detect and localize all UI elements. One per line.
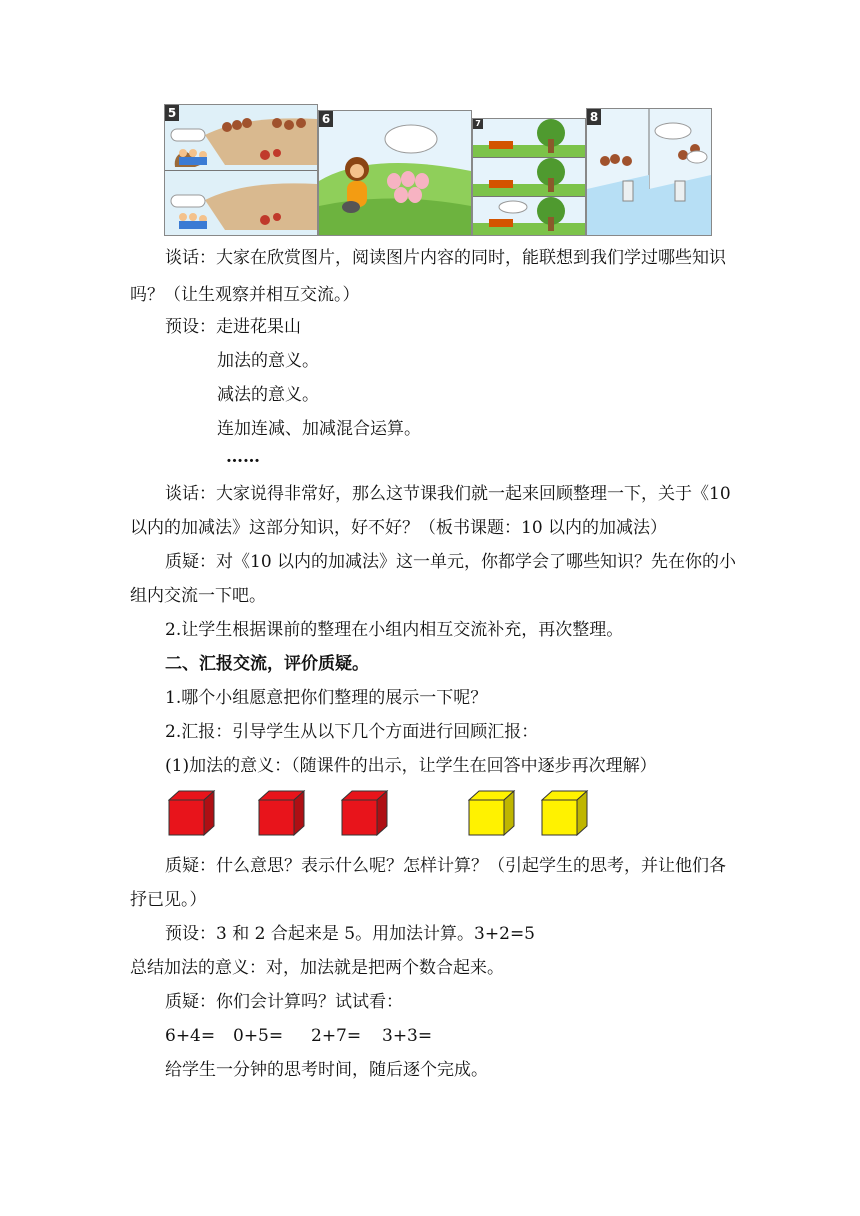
comic-panel-7 bbox=[472, 118, 586, 236]
equation: 6+4= bbox=[165, 1026, 216, 1046]
equation: 3+3= bbox=[382, 1026, 433, 1046]
comic-illustration-7 bbox=[473, 119, 585, 235]
red-cube bbox=[168, 790, 216, 836]
red-cube bbox=[341, 790, 389, 836]
paragraph-line: 质疑：对《10 以内的加减法》这一单元，你都学会了哪些知识？先在你的小 bbox=[165, 552, 737, 572]
panel-number-6: 6 bbox=[319, 111, 333, 127]
preset-item: 减法的意义。 bbox=[217, 385, 319, 405]
preset-line: 预设：走进花果山 bbox=[165, 317, 301, 337]
paragraph-line: 预设：3 和 2 合起来是 5。用加法计算。3+2=5 bbox=[165, 924, 535, 944]
paragraph-line: 吗？（让生观察并相互交流。） bbox=[130, 285, 360, 305]
preset-item: 连加连减、加减混合运算。 bbox=[217, 419, 421, 439]
red-cube bbox=[258, 790, 306, 836]
paragraph-line: 2.汇报：引导学生从以下几个方面进行回顾汇报： bbox=[165, 722, 539, 742]
comic-illustration-8 bbox=[587, 109, 711, 235]
paragraph-line: 谈话：大家说得非常好，那么这节课我们就一起来回顾整理一下，关于《10 bbox=[165, 484, 731, 504]
paragraph-line: 2.让学生根据课前的整理在小组内相互交流补充，再次整理。 bbox=[165, 620, 624, 640]
preset-item: 加法的意义。 bbox=[217, 351, 319, 371]
panel-number-7: 7 bbox=[473, 119, 483, 129]
yellow-cube bbox=[468, 790, 516, 836]
panel-number-8: 8 bbox=[587, 109, 601, 125]
comic-illustration-5 bbox=[165, 105, 317, 235]
paragraph-line: 抒已见。） bbox=[130, 890, 207, 910]
panel-number-5: 5 bbox=[165, 105, 179, 121]
comic-illustration-6 bbox=[319, 111, 471, 235]
ellipsis: …… bbox=[226, 447, 260, 467]
paragraph-line: 以内的加减法》这部分知识，好不好？（板书课题：10 以内的加减法） bbox=[130, 518, 668, 538]
equation: 2+7= bbox=[311, 1026, 362, 1046]
paragraph-line: (1)加法的意义：（随课件的出示，让学生在回答中逐步再次理解） bbox=[165, 756, 657, 776]
comic-panel-6 bbox=[318, 110, 472, 236]
paragraph-line: 质疑：什么意思？表示什么呢？怎样计算？（引起学生的思考，并让他们各 bbox=[165, 856, 726, 876]
paragraph-line: 总结加法的意义：对，加法就是把两个数合起来。 bbox=[130, 958, 504, 978]
paragraph-line: 组内交流一下吧。 bbox=[130, 586, 266, 606]
comic-panel-8 bbox=[586, 108, 712, 236]
equation: 0+5= bbox=[233, 1026, 284, 1046]
paragraph-line: 谈话：大家在欣赏图片，阅读图片内容的同时，能联想到我们学过哪些知识 bbox=[165, 248, 726, 268]
section-heading: 二、汇报交流，评价质疑。 bbox=[165, 654, 369, 674]
yellow-cube bbox=[541, 790, 589, 836]
paragraph-line: 给学生一分钟的思考时间，随后逐个完成。 bbox=[165, 1060, 488, 1080]
paragraph-line: 1.哪个小组愿意把你们整理的展示一下呢？ bbox=[165, 688, 488, 708]
paragraph-line: 质疑：你们会计算吗？试试看： bbox=[165, 992, 403, 1012]
comic-panel-5 bbox=[164, 104, 318, 236]
